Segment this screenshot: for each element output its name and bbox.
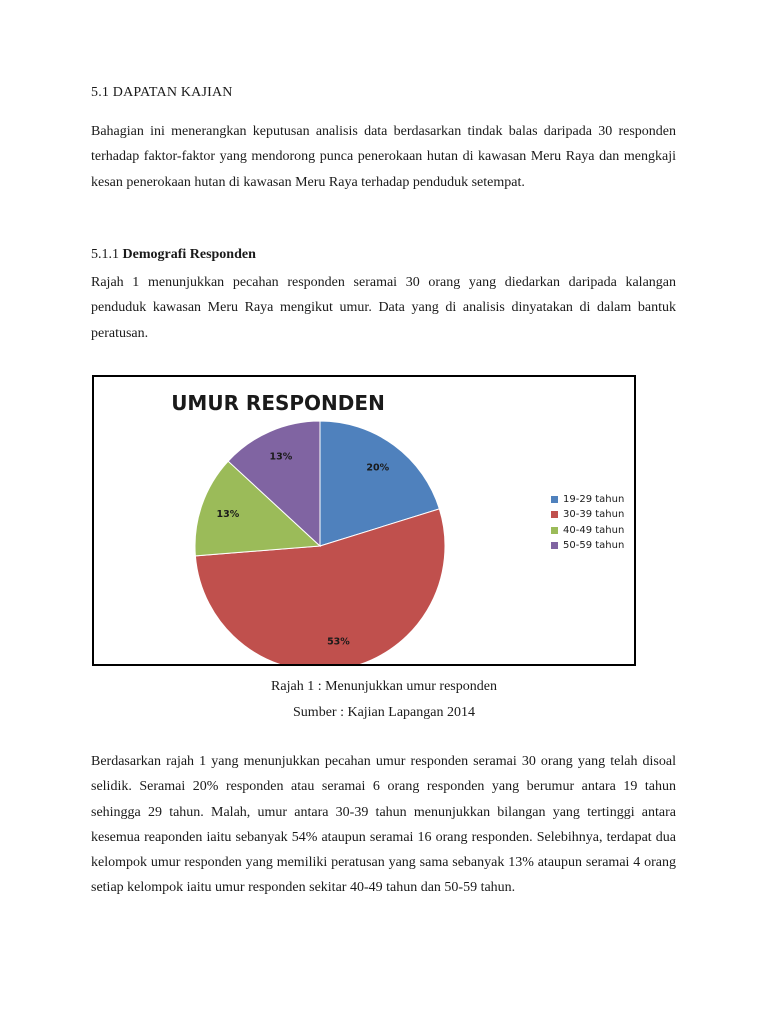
legend-swatch xyxy=(551,527,558,534)
legend-swatch xyxy=(551,496,558,503)
subsection-number: 5.1.1 xyxy=(91,247,119,262)
legend-label: 19-29 tahun xyxy=(563,494,625,506)
pie-data-label: 20% xyxy=(366,462,390,474)
figure-caption: Rajah 1 : Menunjukkan umur responden xyxy=(271,679,497,694)
figure-source: Sumber : Kajian Lapangan 2014 xyxy=(293,705,475,720)
chart-title: UMUR RESPONDEN xyxy=(171,391,385,415)
discussion-paragraph: Berdasarkan rajah 1 yang menunjukkan pecahan umur responden seramai 30 orang yang telah disoal selidik. Seramai 20% responden atau seramai 6 orang responden yang berumur antara 19 tahun sehingga 29 tahun. Malah, umur antara 30-39 tahun menunjukkan bilangan yang tertinggi antara kesemua reaponden iaitu sebanyak 54% ataupun seramai 16 orang responden. Selebihnya, terdapat dua kelompok umur responden yang memiliki peratusan yang sama sebanyak 13% ataupun seramai 4 orang setiap kelompok iaitu umur responden sekitar 40-49 tahun dan 50-59 tahun. xyxy=(91,754,676,896)
pie-chart xyxy=(92,375,636,666)
pie-data-label: 13% xyxy=(269,451,293,463)
legend-swatch xyxy=(551,542,558,549)
subsection-heading xyxy=(91,247,256,263)
chart-legend xyxy=(551,492,624,553)
subsection-title: Demografi Responden xyxy=(122,247,256,262)
legend-swatch xyxy=(551,511,558,518)
intro-paragraph: Bahagian ini menerangkan keputusan analisis data berdasarkan tindak balas daripada 30 responden terhadap faktor-faktor yang mendorong punca penerokaan hutan di kawasan Meru Raya dan mengkaji kesan penerokaan hutan di kawasan Meru Raya terhadap penduduk setempat. xyxy=(91,124,676,190)
legend-label: 30-39 tahun xyxy=(563,509,625,521)
demography-paragraph: Rajah 1 menunjukkan pecahan responden seramai 30 orang yang diedarkan daripada kalangan penduduk kawasan Meru Raya mengikut umur. Data yang di analisis dinyatakan di dalam bantuk peratusan. xyxy=(91,275,676,341)
legend-item xyxy=(551,538,624,553)
section-heading: 5.1 DAPATAN KAJIAN xyxy=(91,85,233,100)
pie-data-label: 13% xyxy=(216,509,240,521)
pie-data-label: 53% xyxy=(327,636,350,648)
legend-label: 40-49 tahun xyxy=(563,524,625,536)
legend-item xyxy=(551,523,624,538)
legend-label: 50-59 tahun xyxy=(563,540,625,552)
legend-item xyxy=(551,507,624,522)
legend-item xyxy=(551,492,624,507)
